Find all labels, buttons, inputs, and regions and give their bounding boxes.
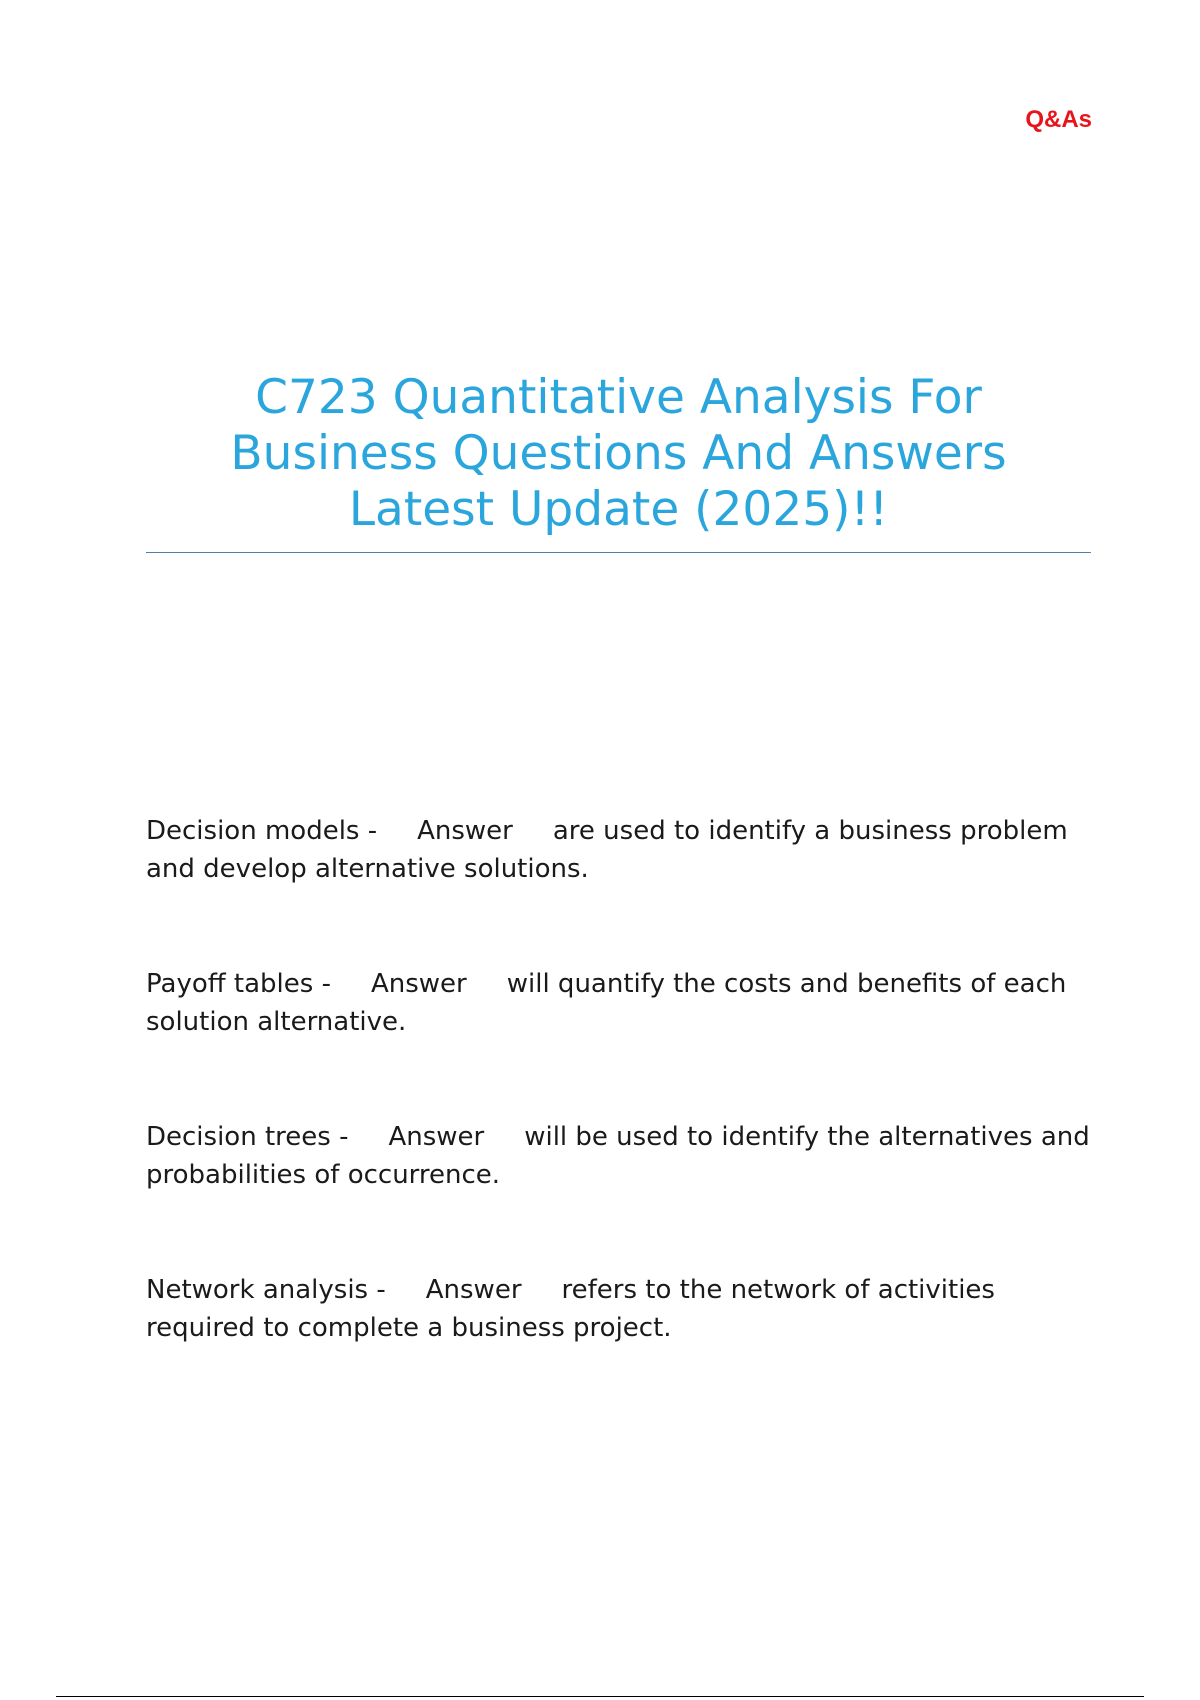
qa-definition: are used to identify a business problem and develop alternative solutions. xyxy=(146,816,1068,884)
qa-answer-label: Answer xyxy=(417,816,513,846)
qa-term: Payoff tables - xyxy=(146,969,331,999)
qa-item xyxy=(146,1271,1091,1347)
qa-item xyxy=(146,965,1091,1041)
qa-answer-label: Answer xyxy=(370,969,467,999)
footer-divider xyxy=(56,1696,1144,1697)
title-line-2: Business Questions And Answers xyxy=(230,426,1007,481)
qa-item xyxy=(146,1118,1091,1194)
title-text xyxy=(146,370,1091,538)
qa-definition: refers to the network of activities required to complete a business project. xyxy=(146,1275,995,1343)
qa-item xyxy=(146,812,1091,888)
qa-term: Network analysis - xyxy=(146,1275,386,1305)
title-line-1: C723 Quantitative Analysis For xyxy=(255,370,982,425)
document-title xyxy=(146,370,1091,538)
qa-definition: will quantify the costs and benefits of each solution alternative. xyxy=(146,969,1067,1037)
qa-term: Decision trees - xyxy=(146,1122,349,1152)
qa-answer-label: Answer xyxy=(388,1122,485,1152)
title-divider xyxy=(146,552,1091,553)
qa-definition: will be used to identify the alternatives and probabilities of occurrence. xyxy=(146,1122,1090,1190)
qa-term: Decision models - xyxy=(146,816,378,846)
qa-answer-label: Answer xyxy=(425,1275,522,1305)
title-line-3: Latest Update (2025)!! xyxy=(348,482,889,537)
qa-list xyxy=(146,812,1091,1424)
qa-badge: Q&As xyxy=(1025,106,1092,133)
